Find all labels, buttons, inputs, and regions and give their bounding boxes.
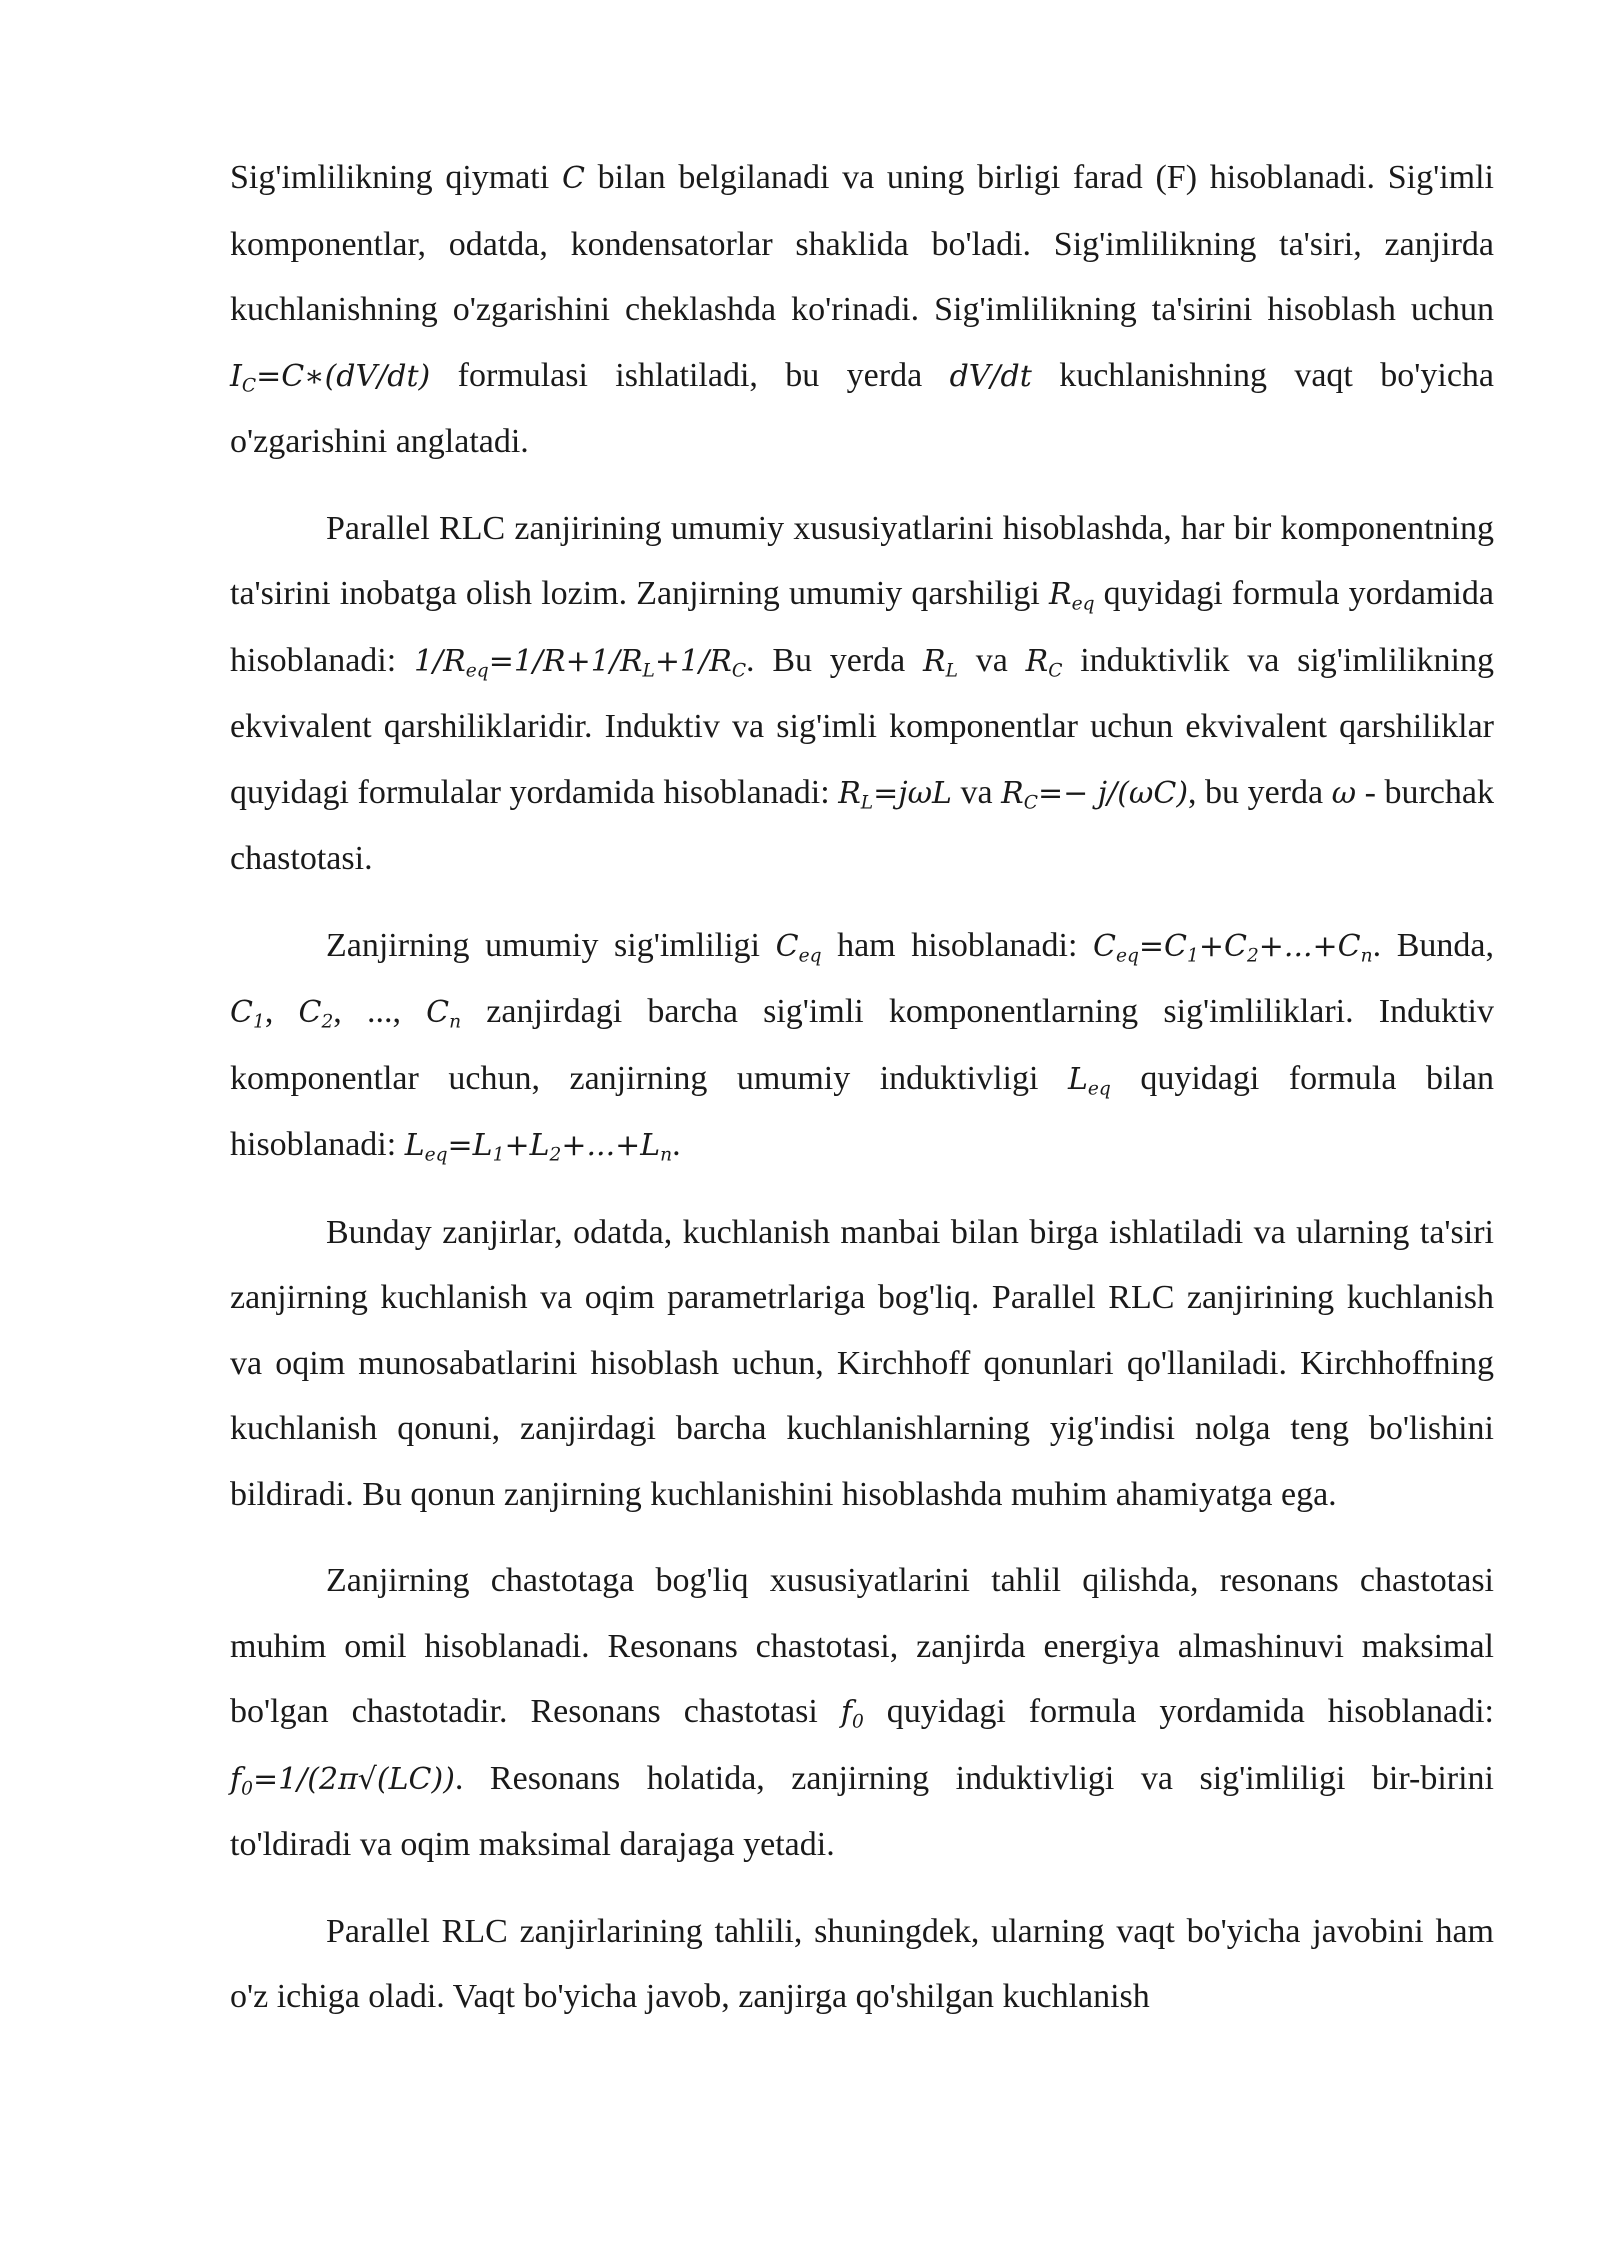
paragraph-time-response [230,1899,1494,2030]
math-text: L [404,1128,425,1163]
math-expression [1049,577,1095,615]
text-run: , [264,993,299,1030]
document-body [230,145,1494,2051]
math-text: C [230,995,253,1030]
text-run: zanjirdagi barcha sig'imli komponentlarning sig'imliliklari. Induktiv komponentlar uchun, zanjirning umumiy induktivligi [230,993,1495,1097]
math-expression [230,995,265,1033]
math-text: =C∗(dV/dt) [256,358,431,394]
math-subscript: eq [1087,1078,1111,1100]
math-text: +...+L [561,1128,661,1163]
math-subscript: n [660,1144,673,1166]
paragraph-capacitance [230,145,1494,475]
math-text: f [230,1761,242,1797]
text-run: . Resonans holatida, zanjirning induktivligi va sig'imliligi bir-birini to'ldiradi va oqim maksimal darajaga yetadi. [230,1759,1494,1863]
math-subscript: C [241,375,257,397]
math-expression [256,359,430,394]
math-text: =− j/(ωC) [1037,775,1189,811]
text-run: Zanjirning umumiy sig'imliligi [326,926,776,964]
math-expression [1093,928,1139,967]
math-expression [1038,776,1188,811]
math-subscript: 2 [1246,945,1259,967]
math-subscript: 1 [252,1011,265,1033]
text-run: , bu yerda [1188,773,1332,811]
math-expression [1332,776,1356,811]
math-text: C [561,161,585,196]
paragraph-kirchhoff-laws [230,1200,1494,1528]
math-expression [873,776,952,811]
math-text: C [775,928,799,964]
math-text: I [230,358,242,394]
paragraph-resonance-frequency [230,1548,1494,1878]
math-expression [1001,775,1038,814]
math-subscript: L [945,660,958,682]
math-subscript: 2 [549,1144,562,1166]
text-run: Parallel RLC zanjirlarining tahlili, shuningdek, ularning vaqt bo'yicha javobini ham o'z ichiga oladi. Vaqt bo'yicha javob, zanjirga qo'shilgan kuchlanish [230,1912,1494,2015]
math-subscript: eq [798,945,822,967]
math-expression [413,643,489,682]
math-expression [404,1128,448,1166]
math-expression [838,775,874,814]
math-expression [253,1762,455,1797]
text-run: Parallel RLC zanjirining umumiy xususiyatlarini hisoblashda, har bir komponentning ta'sirini inobatga olish lozim. Zanjirning umumiy qarshiligi [230,509,1494,612]
math-expression [1025,643,1063,682]
math-expression [923,643,958,682]
math-expression [840,1695,864,1733]
text-run: quyidagi formula bilan hisoblanadi: [230,1059,1494,1163]
math-expression [426,995,462,1033]
math-subscript: eq [465,660,489,682]
math-text: R [1001,775,1024,811]
math-text: =L [447,1128,493,1163]
math-expression [230,358,257,397]
math-text: =1/R+1/R [488,643,643,679]
math-subscript: C [1048,660,1063,682]
math-expression [1067,1061,1111,1100]
text-run: kuchlanishning vaqt bo'yicha o'zgarishini anglatadi. [230,356,1495,460]
math-text: +1/R [654,643,732,679]
math-subscript: n [449,1011,462,1033]
math-expression [950,359,1032,394]
paragraph-total-resistance [230,496,1494,892]
math-subscript: L [860,792,874,814]
math-subscript: 1 [492,1144,505,1166]
math-subscript: 1 [1187,945,1199,967]
math-text: =1/(2π√(LC)) [252,1761,455,1797]
math-expression [1138,928,1199,967]
math-text: C [298,995,322,1030]
math-subscript: eq [424,1144,448,1166]
math-expression [447,1128,505,1166]
text-run: bilan belgilanadi va uning birligi farad (F) hisoblanadi. Sig'imli komponentlar, odatda, kondensatorlar shaklida bo'ladi. Sig'imlilikning ta'siri, zanjirda kuchlanishning o'zgarishini cheklashda ko'rinadi. Sig'imlilikning ta'sirini hisoblash uchun [230,159,1494,328]
math-expression [562,161,585,196]
math-expression [654,643,747,682]
math-text: +L [504,1128,550,1163]
math-text: R [923,643,946,679]
math-subscript: eq [1071,593,1095,615]
math-expression [775,928,822,967]
text-run: . Bu yerda [746,641,924,679]
text-run: quyidagi formula yordamida hisoblanadi: [863,1693,1494,1730]
math-expression [504,1128,562,1166]
text-run: Bunday zanjirlar, odatda, kuchlanish manbai bilan birga ishlatiladi va ularning ta'siri zanjirning kuchlanish va oqim parametrlariga bog'liq. Parallel RLC zanjirining kuchlanish va oqim munosabatlarini hisoblash uchun, Kirchhoff qonunlari qo'llaniladi. Kirchhoffning kuchlanish qonuni, zanjirdagi barcha kuchlanishlarning yig'indisi nolga teng bo'lishini bildiradi. Bu qonun zanjirning kuchlanishini hisoblashda muhim ahamiyatga ega. [230,1213,1494,1513]
text-run: formulasi ishlatiladi, bu yerda [430,356,950,394]
math-expression [1258,928,1373,967]
math-text: +C [1198,928,1247,964]
math-text: f [840,1695,852,1730]
text-run: va [951,773,1002,811]
math-subscript: eq [1115,945,1139,967]
math-expression [561,1128,673,1166]
math-text: =jωL [873,775,952,811]
math-subscript: C [731,660,747,682]
math-text: R [1049,577,1072,612]
math-subscript: n [1360,945,1373,967]
text-run: - burchak chastotasi. [230,773,1494,877]
math-text: +...+C [1258,928,1361,964]
math-text: ω [1331,775,1357,811]
math-subscript: C [1023,792,1038,814]
text-run: Zanjirning chastotaga bog'liq xususiyatlarini tahlil qilishda, resonans chastotasi muhim omil hisoblanadi. Resonans chastotasi, zanjirda energiya almashinuvi maksimal bo'lgan chastotadir. Resonans chastotasi [230,1562,1494,1730]
math-subscript: 2 [321,1011,334,1033]
math-subscript: L [642,660,655,682]
math-expression [298,995,334,1033]
math-text: L [1067,1061,1088,1097]
math-text: C [1093,928,1116,964]
math-text: C [426,995,450,1030]
math-expression [230,1761,253,1800]
math-text: R [1025,643,1049,679]
math-expression [488,643,655,682]
text-run: quyidagi formula yordamida hisoblanadi: [230,575,1494,679]
math-text: =C [1138,928,1187,964]
text-run: . [672,1126,681,1163]
math-subscript: 0 [241,1778,253,1800]
math-text: dV/dt [949,358,1032,394]
text-run: , ..., [333,993,427,1030]
text-run: ham hisoblanadi: [821,926,1094,964]
text-run: Sig'imlilikning qiymati [230,159,562,196]
text-run: va [957,641,1026,679]
text-run: induktivlik va sig'imlilikning ekvivalent qarshiliklaridir. Induktiv va sig'imli komponentlar uchun ekvivalent qarshiliklar quyidagi formulalar yordamida hisoblanadi: [230,641,1495,811]
math-text: R [838,775,861,811]
math-subscript: 0 [851,1711,864,1733]
math-expression [1198,928,1259,967]
text-run: . Bunda, [1372,926,1494,964]
math-text: 1/R [413,643,466,679]
paragraph-total-capacitance-inductance [230,913,1494,1179]
